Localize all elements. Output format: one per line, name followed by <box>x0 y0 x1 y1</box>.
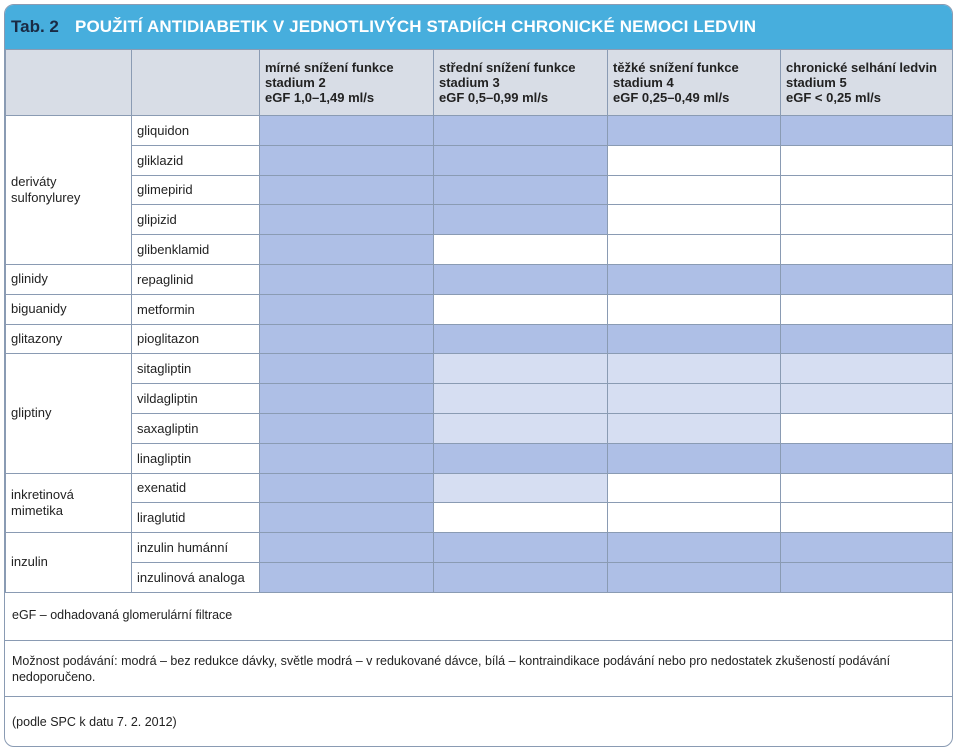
drug-group-cell: biguanidy <box>6 294 132 324</box>
availability-cell-stage-3 <box>434 473 608 503</box>
drug-group-cell: glitazony <box>6 324 132 354</box>
drug-name-cell: inzulin humánní <box>132 533 260 563</box>
table-row <box>6 264 954 294</box>
availability-cell-stage-5 <box>781 294 954 324</box>
availability-cell-stage-2 <box>260 205 434 235</box>
table-frame <box>4 4 953 747</box>
drug-name-cell: liraglutid <box>132 503 260 533</box>
drug-name-cell: linagliptin <box>132 443 260 473</box>
availability-cell-stage-3 <box>434 324 608 354</box>
header-empty-drug <box>132 50 260 116</box>
availability-cell-stage-4 <box>608 562 781 592</box>
note-source-text: (podle SPC k datu 7. 2. 2012) <box>12 715 177 729</box>
drug-name-cell: gliklazid <box>132 145 260 175</box>
availability-cell-stage-2 <box>260 324 434 354</box>
availability-cell-stage-5 <box>781 354 954 384</box>
availability-cell-stage-2 <box>260 116 434 146</box>
table-title: POUŽITÍ ANTIDIABETIK V JEDNOTLIVÝCH STADIÍCH CHRONICKÉ NEMOCI LEDVIN <box>75 17 757 36</box>
availability-cell-stage-5 <box>781 533 954 563</box>
header-stage-5-stage: stadium 5 <box>786 75 847 90</box>
note-egf-text: eGF – odhadovaná glomerulární filtrace <box>12 607 233 622</box>
drug-group-cell: glinidy <box>6 264 132 294</box>
availability-cell-stage-5 <box>781 562 954 592</box>
availability-cell-stage-4 <box>608 503 781 533</box>
header-stage-4-egf: eGF 0,25–0,49 ml/s <box>613 90 730 105</box>
availability-cell-stage-3 <box>434 145 608 175</box>
availability-cell-stage-5 <box>781 503 954 533</box>
availability-cell-stage-2 <box>260 294 434 324</box>
table-row <box>6 354 954 384</box>
table-row <box>6 533 954 563</box>
header-stage-2 <box>260 50 434 116</box>
drug-group-cell: gliptiny <box>6 354 132 473</box>
note-legend <box>5 641 953 697</box>
drug-name-cell: glibenklamid <box>132 235 260 265</box>
drug-name-cell: repaglinid <box>132 264 260 294</box>
availability-cell-stage-2 <box>260 503 434 533</box>
availability-cell-stage-4 <box>608 473 781 503</box>
table-row <box>6 175 954 205</box>
availability-cell-stage-5 <box>781 116 954 146</box>
table-body <box>6 116 954 593</box>
drug-group-cell: inzulin <box>6 533 132 593</box>
availability-cell-stage-5 <box>781 473 954 503</box>
availability-cell-stage-2 <box>260 384 434 414</box>
antidiabetics-table <box>5 49 953 593</box>
availability-cell-stage-4 <box>608 533 781 563</box>
availability-cell-stage-5 <box>781 235 954 265</box>
header-row <box>6 50 954 116</box>
availability-cell-stage-3 <box>434 235 608 265</box>
availability-cell-stage-4 <box>608 235 781 265</box>
availability-cell-stage-2 <box>260 562 434 592</box>
header-stage-3-title: střední snížení funkce <box>439 60 576 75</box>
drug-name-cell: exenatid <box>132 473 260 503</box>
availability-cell-stage-2 <box>260 264 434 294</box>
table-row <box>6 145 954 175</box>
drug-name-cell: vildagliptin <box>132 384 260 414</box>
availability-cell-stage-5 <box>781 145 954 175</box>
table-row <box>6 235 954 265</box>
availability-cell-stage-3 <box>434 503 608 533</box>
availability-cell-stage-5 <box>781 205 954 235</box>
header-stage-2-title: mírné snížení funkce <box>265 60 394 75</box>
table-row <box>6 205 954 235</box>
availability-cell-stage-2 <box>260 354 434 384</box>
drug-name-cell: pioglitazon <box>132 324 260 354</box>
availability-cell-stage-3 <box>434 264 608 294</box>
availability-cell-stage-4 <box>608 205 781 235</box>
header-stage-3 <box>434 50 608 116</box>
table-title-bar <box>5 5 953 49</box>
availability-cell-stage-2 <box>260 235 434 265</box>
availability-cell-stage-5 <box>781 443 954 473</box>
availability-cell-stage-3 <box>434 562 608 592</box>
availability-cell-stage-5 <box>781 413 954 443</box>
availability-cell-stage-4 <box>608 264 781 294</box>
header-empty-group <box>6 50 132 116</box>
availability-cell-stage-3 <box>434 354 608 384</box>
availability-cell-stage-2 <box>260 473 434 503</box>
drug-name-cell: saxagliptin <box>132 413 260 443</box>
table-row <box>6 443 954 473</box>
drug-name-cell: gliquidon <box>132 116 260 146</box>
drug-name-cell: glimepirid <box>132 175 260 205</box>
table-row <box>6 324 954 354</box>
availability-cell-stage-3 <box>434 413 608 443</box>
availability-cell-stage-4 <box>608 145 781 175</box>
header-stage-5 <box>781 50 954 116</box>
availability-cell-stage-3 <box>434 116 608 146</box>
availability-cell-stage-5 <box>781 264 954 294</box>
header-stage-4 <box>608 50 781 116</box>
drug-name-cell: metformin <box>132 294 260 324</box>
table-row <box>6 294 954 324</box>
availability-cell-stage-4 <box>608 384 781 414</box>
availability-cell-stage-4 <box>608 413 781 443</box>
table-notes <box>5 589 953 747</box>
table-row <box>6 473 954 503</box>
header-stage-5-title: chronické selhání ledvin <box>786 60 937 75</box>
table-row <box>6 503 954 533</box>
header-stage-5-egf: eGF < 0,25 ml/s <box>786 90 882 105</box>
availability-cell-stage-2 <box>260 443 434 473</box>
availability-cell-stage-3 <box>434 443 608 473</box>
availability-cell-stage-4 <box>608 443 781 473</box>
table-number: Tab. 2 <box>11 17 59 36</box>
header-stage-3-egf: eGF 0,5–0,99 ml/s <box>439 90 549 105</box>
drug-name-cell: inzulinová analoga <box>132 562 260 592</box>
table-row <box>6 413 954 443</box>
drug-group-cell: inkretinová mimetika <box>6 473 132 533</box>
header-stage-2-egf: eGF 1,0–1,49 ml/s <box>265 90 375 105</box>
availability-cell-stage-2 <box>260 175 434 205</box>
availability-cell-stage-4 <box>608 175 781 205</box>
availability-cell-stage-2 <box>260 533 434 563</box>
table-row <box>6 116 954 146</box>
drug-group-cell: deriváty sulfonylurey <box>6 116 132 265</box>
drug-name-cell: glipizid <box>132 205 260 235</box>
availability-cell-stage-4 <box>608 324 781 354</box>
availability-cell-stage-3 <box>434 384 608 414</box>
availability-cell-stage-4 <box>608 294 781 324</box>
availability-cell-stage-3 <box>434 533 608 563</box>
drug-name-cell: sitagliptin <box>132 354 260 384</box>
header-stage-2-stage: stadium 2 <box>265 75 326 90</box>
header-stage-3-stage: stadium 3 <box>439 75 500 90</box>
availability-cell-stage-3 <box>434 205 608 235</box>
availability-cell-stage-3 <box>434 294 608 324</box>
availability-cell-stage-5 <box>781 384 954 414</box>
availability-cell-stage-3 <box>434 175 608 205</box>
note-egf <box>5 589 953 641</box>
availability-cell-stage-4 <box>608 354 781 384</box>
note-source <box>5 697 953 747</box>
table-row <box>6 562 954 592</box>
availability-cell-stage-5 <box>781 324 954 354</box>
table-row <box>6 384 954 414</box>
header-stage-4-title: těžké snížení funkce <box>613 60 739 75</box>
availability-cell-stage-2 <box>260 145 434 175</box>
availability-cell-stage-5 <box>781 175 954 205</box>
note-legend-text: Možnost podávání: modrá – bez redukce dávky, světle modrá – v redukované dávce, bílá – kontraindikace podávání nebo pro nedostatek zkušeností podávání nedoporučeno. <box>12 653 891 684</box>
availability-cell-stage-4 <box>608 116 781 146</box>
availability-cell-stage-2 <box>260 413 434 443</box>
header-stage-4-stage: stadium 4 <box>613 75 674 90</box>
